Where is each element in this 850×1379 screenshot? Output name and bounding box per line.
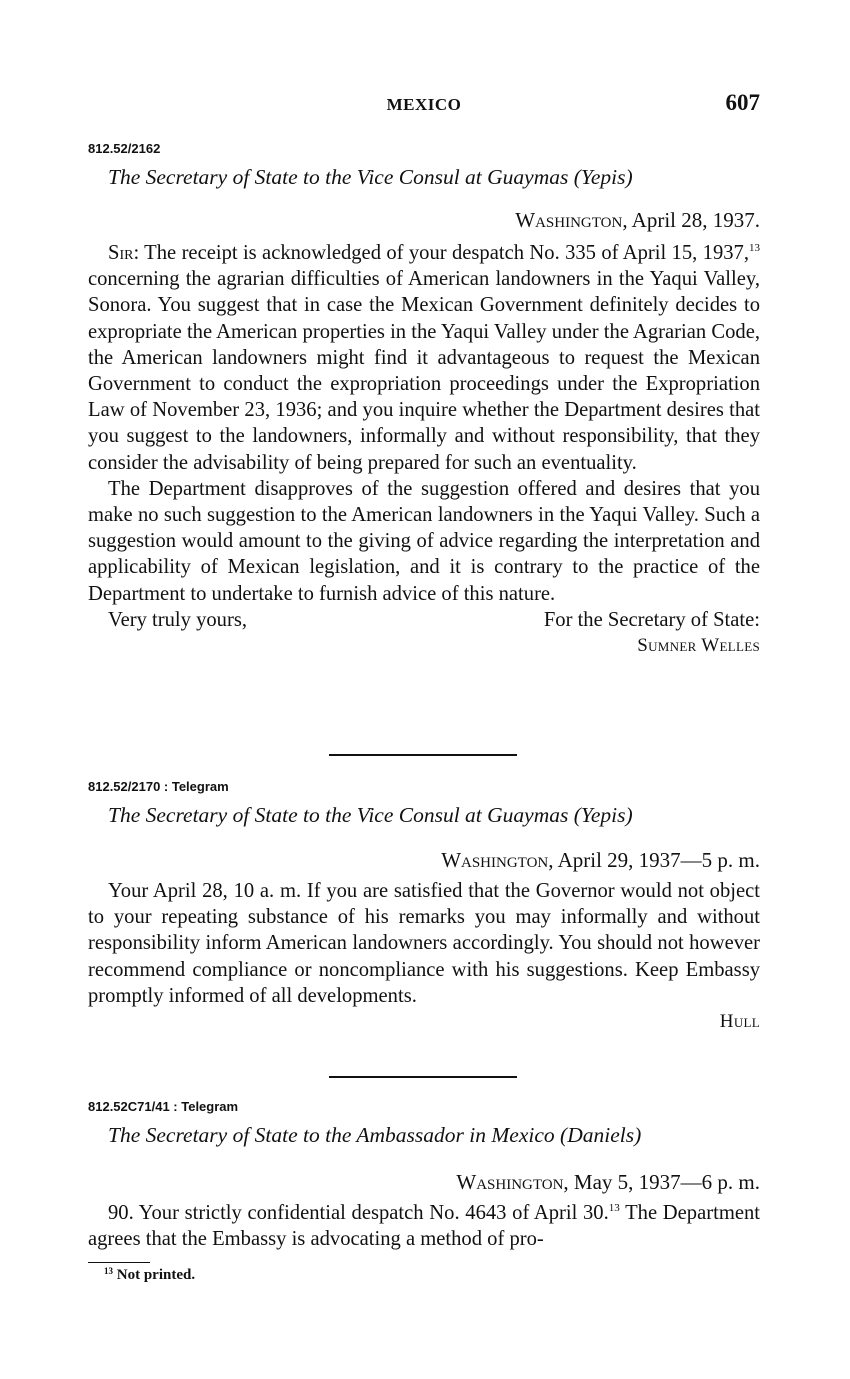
salutation: Sir [108, 242, 134, 264]
signature: Hull [719, 1011, 760, 1033]
document-3 [88, 1098, 760, 1150]
dateline-place: Washington [456, 1170, 564, 1194]
document-3-body [88, 1200, 760, 1252]
running-head [88, 90, 760, 120]
dateline-1 [88, 206, 760, 234]
footnote-marker: 13 [104, 1266, 113, 1276]
paragraph: 90. Your strictly confidential despatch No. 4643 of April 30.13 The Department agrees that the Embassy is advocating a method of pro- [88, 1202, 760, 1251]
document-2 [88, 778, 760, 830]
closing-left: Very truly yours, [108, 608, 247, 631]
footnote [104, 1267, 195, 1284]
paragraph: The Department disapproves of the suggestion offered and desires that you make no such suggestion to the American landowners in the Yaqui Valley. Such a suggestion would amount to the giving of advice regarding the interpretation and applicability of Mexican legislation, and it is contrary to the practice of the Department to undertake to furnish advice of this nature. [88, 477, 760, 605]
paragraph: Sir: The receipt is acknowledged of your despatch No. 335 of April 15, 1937,13 concerning the agrarian difficulties of American landowners in the Yaqui Valley, Sonora. You suggest that in case the Mexican Government definitely decides to expropriate the American properties in the Yaqui Valley under the Agrarian Code, the American landowners might find it advantageous to request the Mexican Government to conduct the expropriation proceedings under the Expropriation Law of November 23, 1936; and you inquire whether the Department desires that you suggest to the landowners, informally and without responsibility, that they consider the advisability of being prepared for such an eventuality. [88, 242, 760, 474]
paragraph: Your April 28, 10 a. m. If you are satisfied that the Governor would not object to your repeating substance of his remarks you may informally and without responsibility inform American landowners accordingly. You should not however recommend compliance or noncompliance with his suggestions. Keep Embassy promptly informed of all developments. [88, 880, 760, 1007]
dateline-place: Washington [515, 208, 623, 232]
document-1 [88, 140, 760, 192]
dateline-3 [88, 1168, 760, 1196]
dateline-place: Washington [441, 848, 549, 872]
document-heading: The Secretary of State to the Ambassador in Mexico (Daniels) [108, 1123, 642, 1147]
dateline-date: , April 29, 1937—5 p. m. [548, 848, 760, 872]
signature: Sumner Welles [637, 634, 760, 656]
dateline-date: , April 28, 1937. [622, 208, 760, 232]
document-2-body [88, 878, 760, 1035]
section-divider [329, 1076, 517, 1078]
closing-right: For the Secretary of State: [543, 608, 760, 631]
footnote-rule [88, 1262, 150, 1263]
document-heading: The Secretary of State to the Vice Consul at Guaymas (Yepis) [108, 803, 633, 827]
document-1-body [88, 240, 760, 659]
document-heading: The Secretary of State to the Vice Consul at Guaymas (Yepis) [108, 165, 633, 189]
file-number: 812.52/2162 [88, 141, 161, 156]
running-head-title: MEXICO [386, 95, 462, 114]
dateline-date: , May 5, 1937—6 p. m. [563, 1170, 760, 1194]
page-number: 607 [725, 90, 760, 115]
file-number: 812.52C71/41 : Telegram [88, 1099, 239, 1114]
footnote-ref: 13 [608, 1202, 620, 1214]
footnote-ref: 13 [749, 242, 760, 254]
footnote-text: Not printed. [116, 1267, 196, 1283]
file-number: 812.52/2170 : Telegram [88, 779, 229, 794]
closing [88, 607, 760, 633]
dateline-2 [88, 846, 760, 874]
section-divider [329, 754, 517, 756]
